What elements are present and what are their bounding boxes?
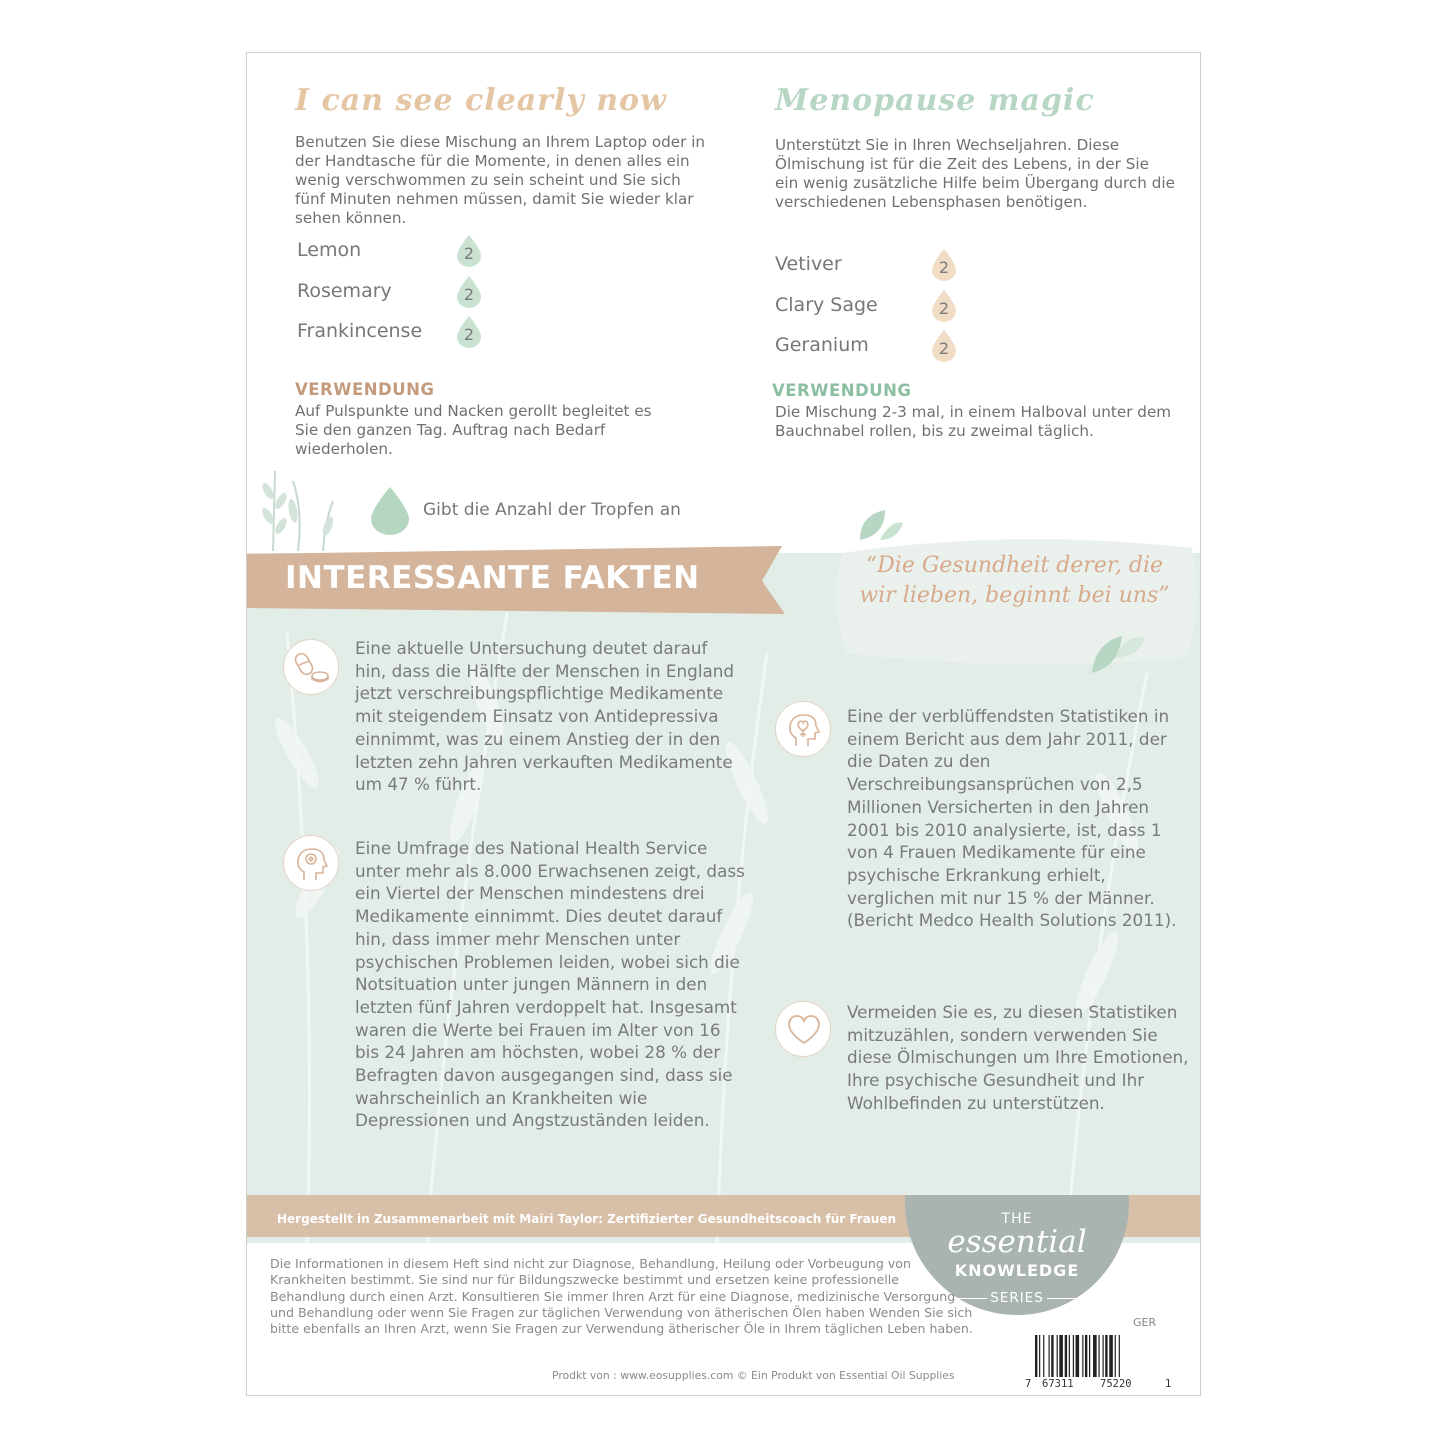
left-blend-description: Benutzen Sie diese Mischung an Ihrem Laptop oder in der Handtasche für die Momente, in denen alles ein wenig verschwommen zu sein scheint und Sie sich fünf Minuten nehmen müssen, damit Sie wieder klar sehen können. <box>295 133 706 227</box>
fact-icon-badge <box>775 701 831 757</box>
drop-count: 2 <box>938 298 950 318</box>
oil-item <box>775 330 995 371</box>
oil-name: Clary Sage <box>775 293 878 316</box>
drop-count: 2 <box>938 339 950 358</box>
drop-count-badge <box>932 290 956 322</box>
barcode-bar <box>1093 1335 1097 1377</box>
barcode-bar <box>1065 1335 1067 1377</box>
drop-count-badge <box>457 316 481 348</box>
logo-knowledge: KNOWLEDGE <box>954 1261 1080 1280</box>
fact-text: Vermeiden Sie es, zu diesen Statistiken mitzuzählen, sondern verwenden Sie diese Ölmischungen um Ihre Emotionen, Ihre psychische Gesundheit und Ihr Wohlbefinden zu unterstützen. <box>847 1002 1189 1113</box>
drop-count-badge <box>457 235 481 267</box>
legend-text: Gibt die Anzahl der Tropfen an <box>423 500 681 520</box>
right-usage-text: Die Mischung 2-3 mal, in einem Halboval unter dem Bauchnabel rollen, bis zu zweimal täglich. <box>775 403 1172 440</box>
barcode-bar <box>1073 1335 1074 1377</box>
drop-count-badge <box>932 330 956 362</box>
barcode-bar <box>1059 1335 1063 1377</box>
barcode-bar <box>1085 1335 1087 1377</box>
barcode-bar <box>1109 1335 1113 1377</box>
oil-name: Vetiver <box>775 253 842 275</box>
oil-item <box>297 276 517 317</box>
barcode-bar <box>1076 1335 1080 1377</box>
fact-text: Eine der verblüffendsten Statistiken in einem Bericht aus dem Jahr 2011, der die Daten zu den Verschreibungsansprüchen von 2,5 Millionen Versicherten in den Jahren 2001 bis 2010 analysierte, ist, dass 1 von 4 Frauen Medikamente für eine psychische Erkrankung erhielt, verglichen mit nur 15 % der Männer. (Bericht Medco Health Solutions 2011). <box>847 706 1177 931</box>
quote-line: “Die Gesundheit derer, die <box>865 553 1164 578</box>
barcode-bar <box>1051 1335 1053 1377</box>
logo-essential: essential <box>947 1224 1087 1260</box>
fact-text: Eine Umfrage des National Health Service unter mehr als 8.000 Erwachsenen zeigt, dass ein Viertel der Menschen mindestens drei Medikamente einnimmt. Dies deutet darauf hin, dass immer mehr Menschen unter psychischen Problemen leiden, wobei sich die Notsituation unter jungen Männern in den letzten fünf Jahren verdoppelt hat. Insgesamt waren die Werte bei Frauen im Alter von 16 bis 24 Jahren am höchsten, wobei 28 % der Befragten davon ausgegangen sind, dass sie wahrscheinlich an Krankheiten wie Depressionen und Angstzuständen leiden. <box>355 838 745 1131</box>
barcode-digits: 75220 <box>1100 1378 1132 1390</box>
footer-text: Prodkt von : www.eosupplies.com © Ein Produkt von Essential Oil Supplies <box>552 1369 955 1382</box>
facts-banner-title: INTERESSANTE FAKTEN <box>285 560 700 596</box>
disclaimer-text: Die Informationen in diesem Heft sind nicht zur Diagnose, Behandlung, Heilung oder Vorbeugung von Krankheiten bestimmt. Sie sind nur für Bildungszwecke bestimmt und ersetzen keine professionelle Behandlung durch einen Arzt. Konsultieren Sie immer Ihren Arzt für eine Diagnose, medizinische Versorgung und Behandlung oder wenn Sie Fragen zur täglichen Verwendung von ätherischen Ölen haben Wenden Sie sich bitte ebenfalls an Ihren Arzt, wenn Sie Fragen zur Verwendung ätherischer Öle in Ihrem täglichen Leben haben. <box>270 1256 973 1337</box>
heart-icon <box>786 1012 822 1048</box>
barcode-digits: 67311 <box>1042 1378 1074 1390</box>
right-blend-description: Unterstützt Sie in Ihren Wechseljahren. Diese Ölmischung ist für die Zeit des Lebens, in der Sie ein wenig zusätzliche Hilfe beim Übergang durch die verschiedenen Lebensphasen benötigen. <box>775 136 1175 211</box>
oil-item <box>297 235 517 276</box>
fact-icon-badge <box>283 639 339 695</box>
barcode-bar <box>1119 1335 1120 1377</box>
right-blend-title: Menopause magic <box>775 83 1095 118</box>
barcode-bar <box>1082 1335 1083 1377</box>
barcode-bar <box>1035 1335 1037 1377</box>
quote <box>847 551 1182 611</box>
barcode-bar <box>1043 1335 1044 1377</box>
drop-count-badge <box>932 249 956 281</box>
mind-heart-icon <box>786 712 822 748</box>
fact-icon-badge <box>283 835 339 891</box>
fact-text: Eine aktuelle Untersuchung deutet darauf hin, dass die Hälfte der Menschen in England jetzt verschreibungspflichtige Medikamente mit steigendem Einsatz von Antidepressiva einnimmt, was zu einem Anstieg der in den letzten zehn Jahren verkauften Medikamente um 47 % führt. <box>355 638 735 795</box>
drop-count: 2 <box>938 258 950 277</box>
barcode-digit: 7 <box>1025 1378 1032 1390</box>
oil-name: Geranium <box>775 334 869 356</box>
language-code: GER <box>1133 1316 1157 1329</box>
logo-the: THE <box>1001 1211 1033 1227</box>
leaflet-page <box>246 52 1201 1396</box>
head-brain-icon <box>294 846 330 882</box>
quote-line: wir lieben, beginnt bei uns” <box>859 583 1170 608</box>
herb-sprig-icon <box>253 461 343 551</box>
right-oil-list <box>775 249 995 371</box>
barcode <box>1033 1335 1163 1377</box>
barcode-bar <box>1039 1335 1040 1377</box>
right-usage-heading: VERWENDUNG <box>772 381 912 400</box>
drop-count: 2 <box>463 325 475 344</box>
credit-text: Hergestellt in Zusammenarbeit mit Mairi Taylor: Zertifizierter Gesundheitscoach für Frauen <box>277 1212 897 1226</box>
pills-icon <box>294 650 330 686</box>
oil-name: Lemon <box>297 239 362 261</box>
oil-item <box>775 249 995 290</box>
fact-icon-badge <box>775 1001 831 1057</box>
barcode-bar <box>1069 1335 1070 1377</box>
left-usage-heading: VERWENDUNG <box>295 380 435 399</box>
logo-divider <box>1047 1298 1091 1299</box>
drop-icon <box>371 487 409 535</box>
barcode-bar <box>1115 1335 1116 1377</box>
leaf-icon <box>1087 628 1147 676</box>
logo-series: SERIES <box>990 1290 1044 1306</box>
oil-item <box>775 290 995 331</box>
oil-item <box>297 316 517 357</box>
drop-count-badge <box>457 276 481 308</box>
oil-name: Frankincense <box>297 320 423 342</box>
left-oil-list <box>297 235 517 357</box>
barcode-bar <box>1098 1335 1099 1377</box>
drop-count: 2 <box>463 284 475 304</box>
leaf-icon <box>855 505 905 543</box>
barcode-bar <box>1089 1335 1090 1377</box>
barcode-digit: 1 <box>1165 1378 1172 1390</box>
left-usage-text: Auf Pulspunkte und Nacken gerollt begleitet es Sie den ganzen Tag. Auftrag nach Bedarf wiederholen. <box>295 402 652 458</box>
barcode-bar <box>1049 1335 1050 1377</box>
barcode-bar <box>1105 1335 1107 1377</box>
oil-name: Rosemary <box>297 279 392 302</box>
barcode-bar <box>1103 1335 1104 1377</box>
barcode-bar <box>1057 1335 1058 1377</box>
left-blend-title: I can see clearly now <box>295 83 667 118</box>
drop-count: 2 <box>463 244 475 263</box>
